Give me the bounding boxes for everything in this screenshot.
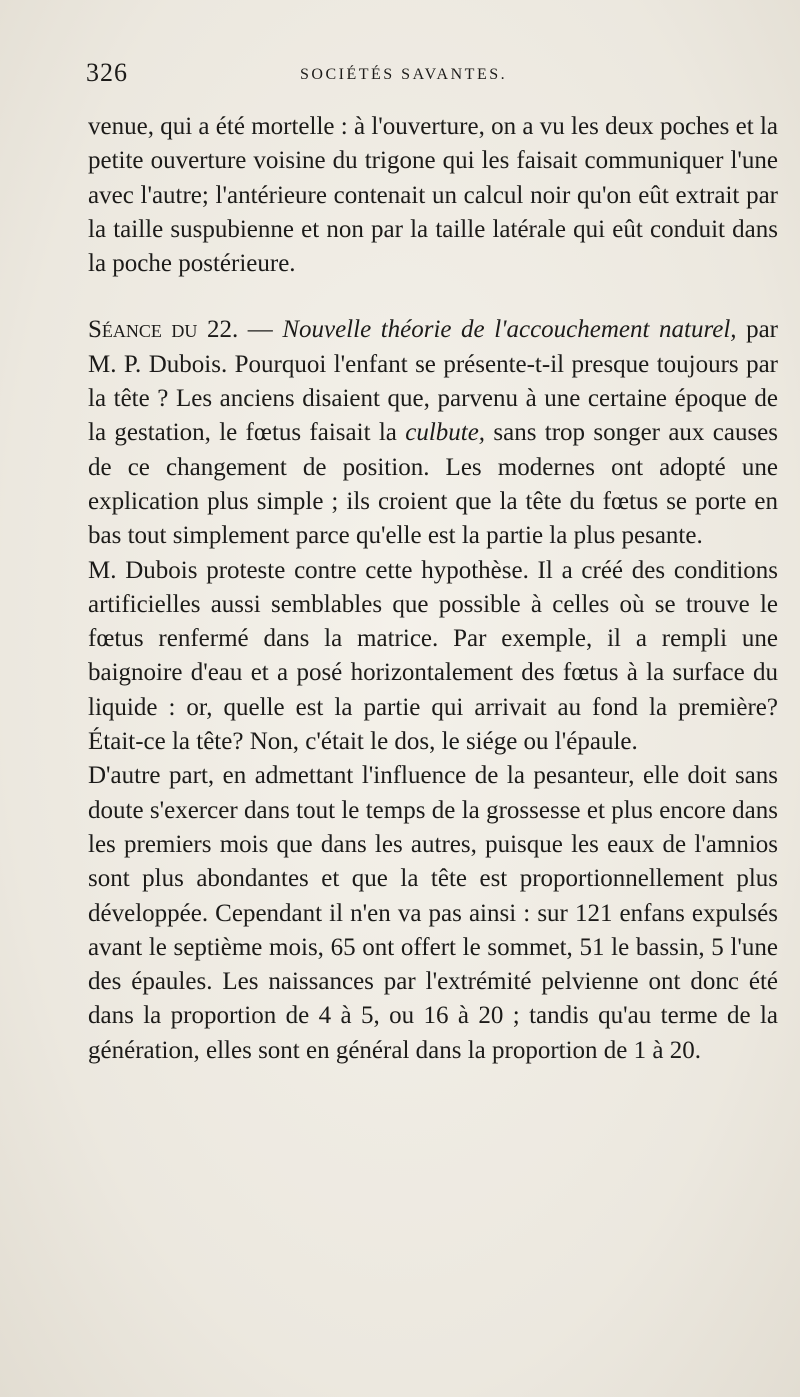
paragraph-text: venue, qui a été mortelle : à l'ouverture, on a vu les deux poches et la petite ouverture voisine du trigone qui les faisait communiquer l'une avec l'autre; l'antérieure contenait un calcul noir qu'on eût extrait par la taille suspubienne et non par la taille latérale qui eût conduit dans la poche postérieure. [88, 113, 778, 278]
body-text [88, 110, 778, 1068]
running-head: SOCIÉTÉS SAVANTES. [300, 66, 508, 83]
paragraph-session-heading [88, 313, 778, 553]
page-number: 326 [86, 58, 128, 87]
session-date: Séance du 22. [88, 316, 239, 344]
italic-term: culbute, [405, 419, 486, 447]
paragraph-dubois-experiment [88, 554, 778, 760]
paragraph-continuation [88, 110, 778, 281]
page-header [86, 58, 786, 98]
paragraph-text: par M. P. Dubois. Pourquoi l'enfant se présente-t-il presque toujours par la tête ? Les anciens disaient que, parvenu à une certaine époque de la gestation, le fœtus faisait la [88, 316, 779, 447]
article-title: Nouvelle théorie de l'accouchement naturel, [282, 316, 737, 344]
paragraph-text: D'autre part, en admettant l'influence de la pesanteur, elle doit sans doute s'exercer dans tout le temps de la grossesse et plus encore dans les premiers mois que dans les autres, puisque les eaux de l'amnios sont plus abondantes et que la tête est proportionnellement plus développée. Cependant il n'en va pas ainsi : sur 121 enfans expulsés avant le septième mois, 65 ont offert le sommet, 51 le bassin, 5 l'une des épaules. Les naissances par l'extrémité pelvienne ont donc été dans la proportion de 4 à 5, ou 16 à 20 ; tandis qu'au terme de la génération, elles sont en général dans la proportion de 1 à 20. [88, 762, 778, 1064]
em-dash: — [238, 316, 283, 344]
paragraph-gravity-argument [88, 759, 778, 1068]
paragraph-text: M. Dubois proteste contre cette hypothèse. Il a créé des conditions artificielles aussi semblables que possible à celles où se trouve le fœtus renfermé dans la matrice. Par exemple, il a rempli une baignoire d'eau et a posé horizontalement des fœtus à la surface du liquide : or, quelle est la partie qui arrivait au fond la première? Était-ce la tête? Non, c'était le dos, le siége ou l'épaule. [88, 556, 778, 756]
paragraph-text-continued: sans trop songer aux causes de ce changement de position. Les modernes ont adopté une explication plus simple ; ils croient que la tête du fœtus se porte en bas tout simplement parce qu'elle est la partie la plus pesante. [88, 419, 778, 550]
